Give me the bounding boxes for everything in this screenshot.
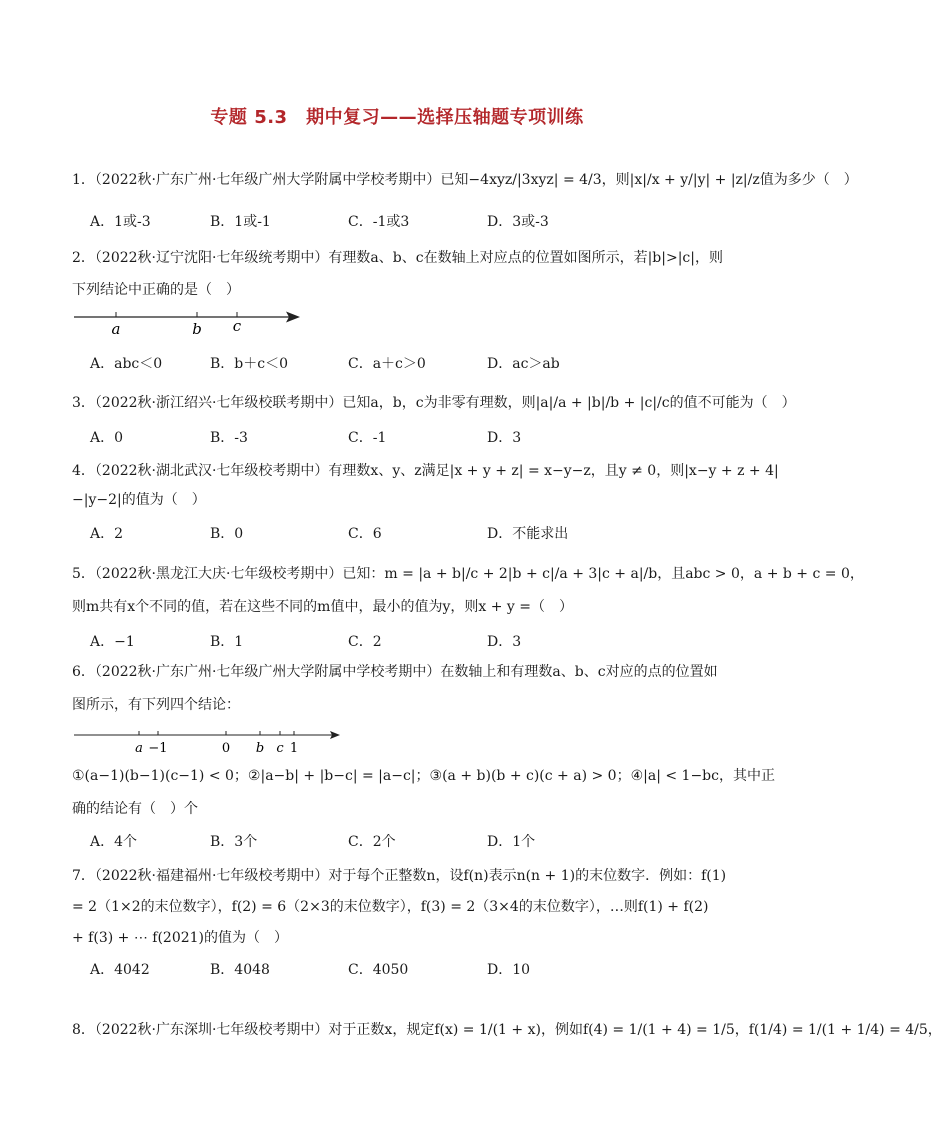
question-1-option-b: B．1或-1 (210, 214, 271, 230)
question-2-label-a: a (111, 320, 121, 338)
question-2-option-d: D．ac＞ab (487, 356, 560, 372)
question-4-text-line-1: 4．（2022秋·湖北武汉·七年级校考期中）有理数x、y、z满足|x + y + z| = x−y−z，且y ≠ 0，则|x−y + z + 4| (72, 463, 779, 479)
question-6-label-b: b (255, 741, 265, 756)
question-5-option-d: D．3 (487, 634, 522, 650)
page-title: 专题 5.3 期中复习——选择压轴题专项训练 (210, 107, 584, 128)
question-4-option-c: C．6 (348, 526, 382, 542)
question-7-text-line-3: + f(3) + ⋯ f(2021)的值为（ ） (72, 930, 289, 946)
question-3-option-c: C．-1 (348, 430, 387, 446)
question-1-option-c: C．-1或3 (348, 214, 410, 230)
question-6-label-one: 1 (289, 741, 299, 756)
question-6-label-a: a (135, 741, 143, 756)
question-8-text: 8．（2022秋·广东深圳·七年级校考期中）对于正数x，规定f(x) = 1/(1 + x)，例如f(4) = 1/(1 + 4) = 1/5，f(1/4) = 1/(1 + 1/4) = 4/5， (72, 1022, 942, 1038)
question-6-label-c: c (276, 741, 284, 756)
question-6-text-line-1: 6．（2022秋·广东广州·七年级广州大学附属中学校考期中）在数轴上和有理数a、b、c对应的点的位置如 (72, 664, 718, 680)
question-4-option-a: A．2 (90, 526, 124, 542)
question-4-option-b: B．0 (210, 526, 244, 542)
question-6-label-minus-one: −1 (148, 741, 168, 756)
question-4-option-d: D．不能求出 (487, 526, 569, 542)
question-3-option-d: D．3 (487, 430, 522, 446)
question-2-option-c: C．a＋c＞0 (348, 356, 426, 372)
question-7-option-b: B．4048 (210, 962, 270, 978)
question-3-option-b: B．-3 (210, 430, 248, 446)
question-6-statements-line-2: 确的结论有（ ）个 (72, 801, 198, 817)
question-5-option-b: B．1 (210, 634, 244, 650)
question-6-option-a: A．4个 (90, 834, 138, 850)
question-2-text-line-2: 下列结论中正确的是（ ） (72, 282, 240, 298)
question-7-option-c: C．4050 (348, 962, 409, 978)
question-1-text: 1．（2022秋·广东广州·七年级广州大学附属中学校考期中）已知−4xyz/|3xyz| = 4/3，则|x|/x + y/|y| + |z|/z值为多少（ ） (72, 172, 858, 188)
question-3-option-a: A．0 (90, 430, 124, 446)
question-2-label-c: c (232, 317, 242, 335)
question-6-label-zero: 0 (221, 741, 231, 756)
question-6-option-c: C．2个 (348, 834, 396, 850)
question-2-option-b: B．b＋c＜0 (210, 356, 288, 372)
question-6-statements-line-1: ①(a−1)(b−1)(c−1) < 0；②|a−b| + |b−c| = |a−c|；③(a + b)(b + c)(c + a) > 0；④|a| < 1−bc，其中正 (72, 768, 775, 784)
question-4-text-line-2: −|y−2|的值为（ ） (72, 492, 206, 508)
question-6-option-b: B．3个 (210, 834, 258, 850)
question-7-text-line-2: = 2（1×2的末位数字），f(2) = 6（2×3的末位数字），f(3) = 2（3×4的末位数字），…则f(1) + f(2) (72, 899, 709, 915)
question-5-option-c: C．2 (348, 634, 382, 650)
question-5-text-line-2: 则m共有x个不同的值，若在这些不同的m值中，最小的值为y，则x + y =（ ） (72, 599, 573, 615)
question-7-option-a: A．4042 (90, 962, 150, 978)
question-6-text-line-2: 图所示，有下列四个结论： (72, 697, 240, 713)
question-7-text-line-1: 7．（2022秋·福建福州·七年级校考期中）对于每个正整数n，设f(n)表示n(n + 1)的末位数字．例如：f(1) (72, 868, 727, 884)
question-6-option-d: D．1个 (487, 834, 536, 850)
question-7-option-d: D．10 (487, 962, 531, 978)
question-3-text: 3．（2022秋·浙江绍兴·七年级校联考期中）已知a，b，c为非零有理数，则|a|/a + |b|/b + |c|/c的值不可能为（ ） (72, 395, 796, 411)
question-1-option-a: A．1或-3 (90, 214, 151, 230)
question-6-number-line (72, 722, 352, 756)
question-2-text-line-1: 2．（2022秋·辽宁沈阳·七年级统考期中）有理数a、b、c在数轴上对应点的位置如图所示，若|b|>|c|，则 (72, 250, 723, 266)
question-5-text-line-1: 5．（2022秋·黑龙江大庆·七年级校考期中）已知：m = |a + b|/c + 2|b + c|/a + 3|c + a|/b，且abc > 0，a + b + c = 0， (72, 566, 864, 582)
question-2-number-line (72, 300, 312, 340)
question-2-label-b: b (192, 320, 202, 338)
question-1-option-d: D．3或-3 (487, 214, 549, 230)
question-5-option-a: A．−1 (90, 634, 135, 650)
question-2-option-a: A．abc＜0 (90, 356, 163, 372)
